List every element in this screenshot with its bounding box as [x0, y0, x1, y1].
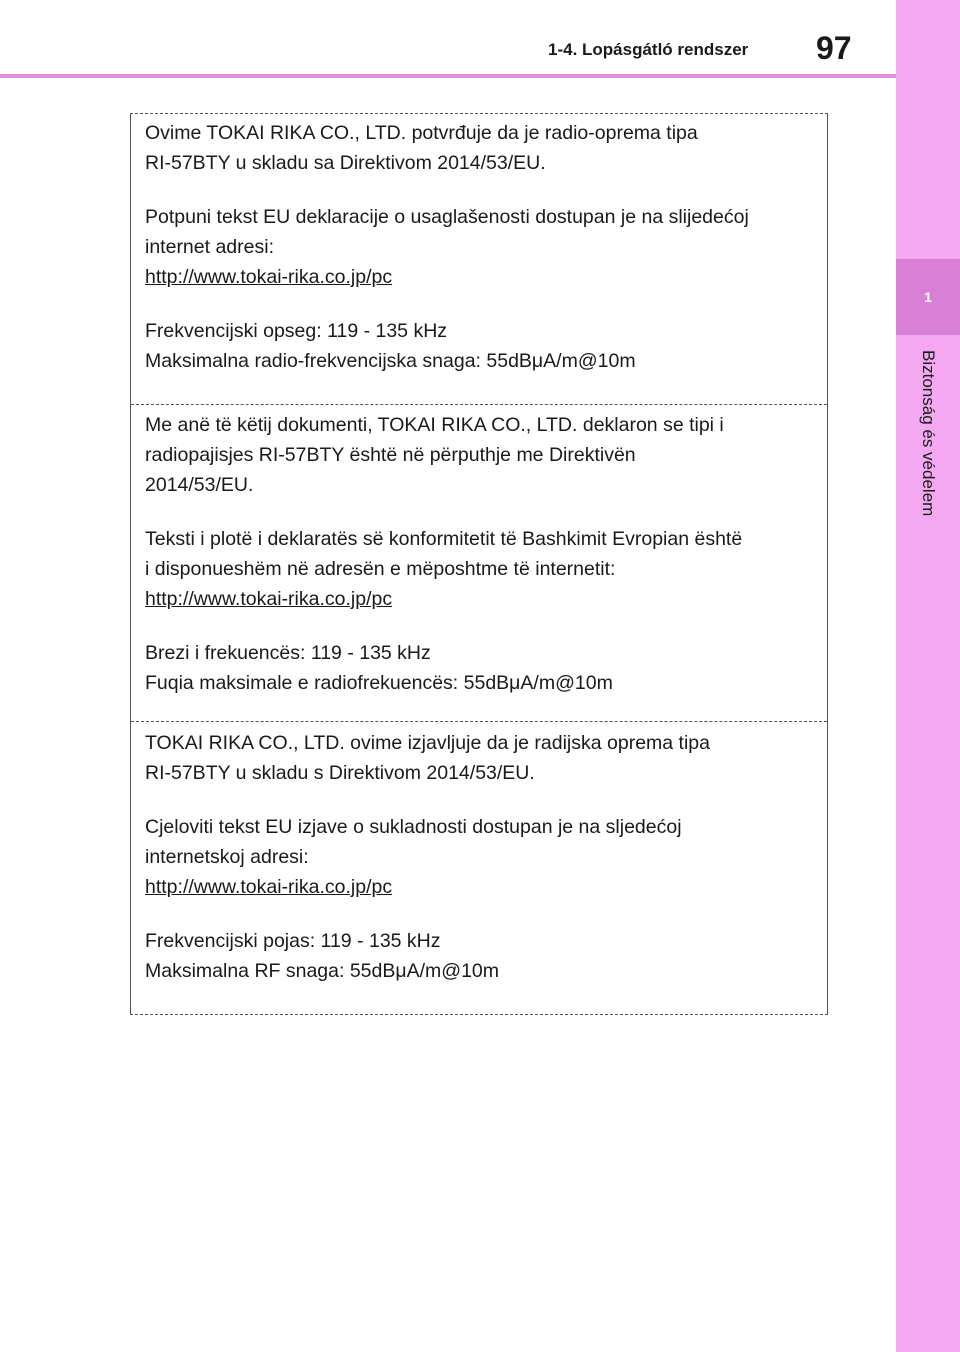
frequency-line: Frekvencijski opseg: 119 - 135 kHz: [145, 320, 448, 342]
statement-line: RI-57BTY u skladu sa Direktivom 2014/53/EU.: [145, 152, 546, 174]
spacer: [145, 178, 801, 202]
statement-line: Ovime TOKAI RIKA CO., LTD. potvrđuje da je radio-oprema tipa: [145, 122, 698, 144]
spacer: [145, 614, 801, 638]
header-rule: [0, 74, 896, 78]
fulltext-line: internet adresi:: [145, 236, 274, 258]
fulltext-line: internetskoj adresi:: [145, 846, 309, 868]
statement-line: Me anë të këtij dokumenti, TOKAI RIKA CO., LTD. deklaron se tipi i: [145, 414, 724, 436]
chapter-tab: [896, 259, 960, 335]
spacer: [145, 292, 801, 316]
frequency-line: Frekvencijski pojas: 119 - 135 kHz: [145, 930, 441, 952]
declaration-block-1: [131, 118, 827, 376]
declaration-block-2: [131, 410, 827, 698]
statement-line: RI-57BTY u skladu s Direktivom 2014/53/EU.: [145, 762, 535, 784]
chapter-sidebar: [896, 0, 960, 1352]
statement-line: TOKAI RIKA CO., LTD. ovime izjavljuje da je radijska oprema tipa: [145, 732, 710, 754]
spacer: [145, 788, 801, 812]
statement-line: radiopajisjes RI-57BTY është në përputhje me Direktivën: [145, 444, 636, 466]
declaration-block-3: [131, 728, 827, 986]
declarations-box: [130, 113, 828, 1015]
fulltext-line: i disponueshëm në adresën e mëposhtme të internetit:: [145, 558, 616, 580]
declaration-url-link[interactable]: http://www.tokai-rika.co.jp/pc: [145, 266, 393, 288]
spacer: [145, 500, 801, 524]
fulltext-line: Potpuni tekst EU deklaracije o usaglašenosti dostupan je na slijedećoj: [145, 206, 749, 228]
block-divider: [131, 721, 827, 722]
chapter-title: Biztonság és védelem: [919, 350, 938, 517]
page-number: 97: [816, 30, 852, 66]
power-line: Fuqia maksimale e radiofrekuencës: 55dBμA/m@10m: [145, 672, 613, 694]
spacer: [145, 902, 801, 926]
chapter-number: 1: [924, 289, 932, 305]
block-divider: [131, 404, 827, 405]
statement-line: 2014/53/EU.: [145, 474, 254, 496]
power-line: Maksimalna radio-frekvencijska snaga: 55dBμA/m@10m: [145, 350, 636, 372]
declaration-url-link[interactable]: http://www.tokai-rika.co.jp/pc: [145, 588, 393, 610]
frequency-line: Brezi i frekuencës: 119 - 135 kHz: [145, 642, 431, 664]
declaration-url-link[interactable]: http://www.tokai-rika.co.jp/pc: [145, 876, 393, 898]
section-title: 1-4. Lopásgátló rendszer: [548, 40, 749, 59]
power-line: Maksimalna RF snaga: 55dBμA/m@10m: [145, 960, 499, 982]
fulltext-line: Teksti i plotë i deklaratës së konformitetit të Bashkimit Evropian është: [145, 528, 743, 550]
fulltext-line: Cjeloviti tekst EU izjave o sukladnosti dostupan je na sljedećoj: [145, 816, 682, 838]
